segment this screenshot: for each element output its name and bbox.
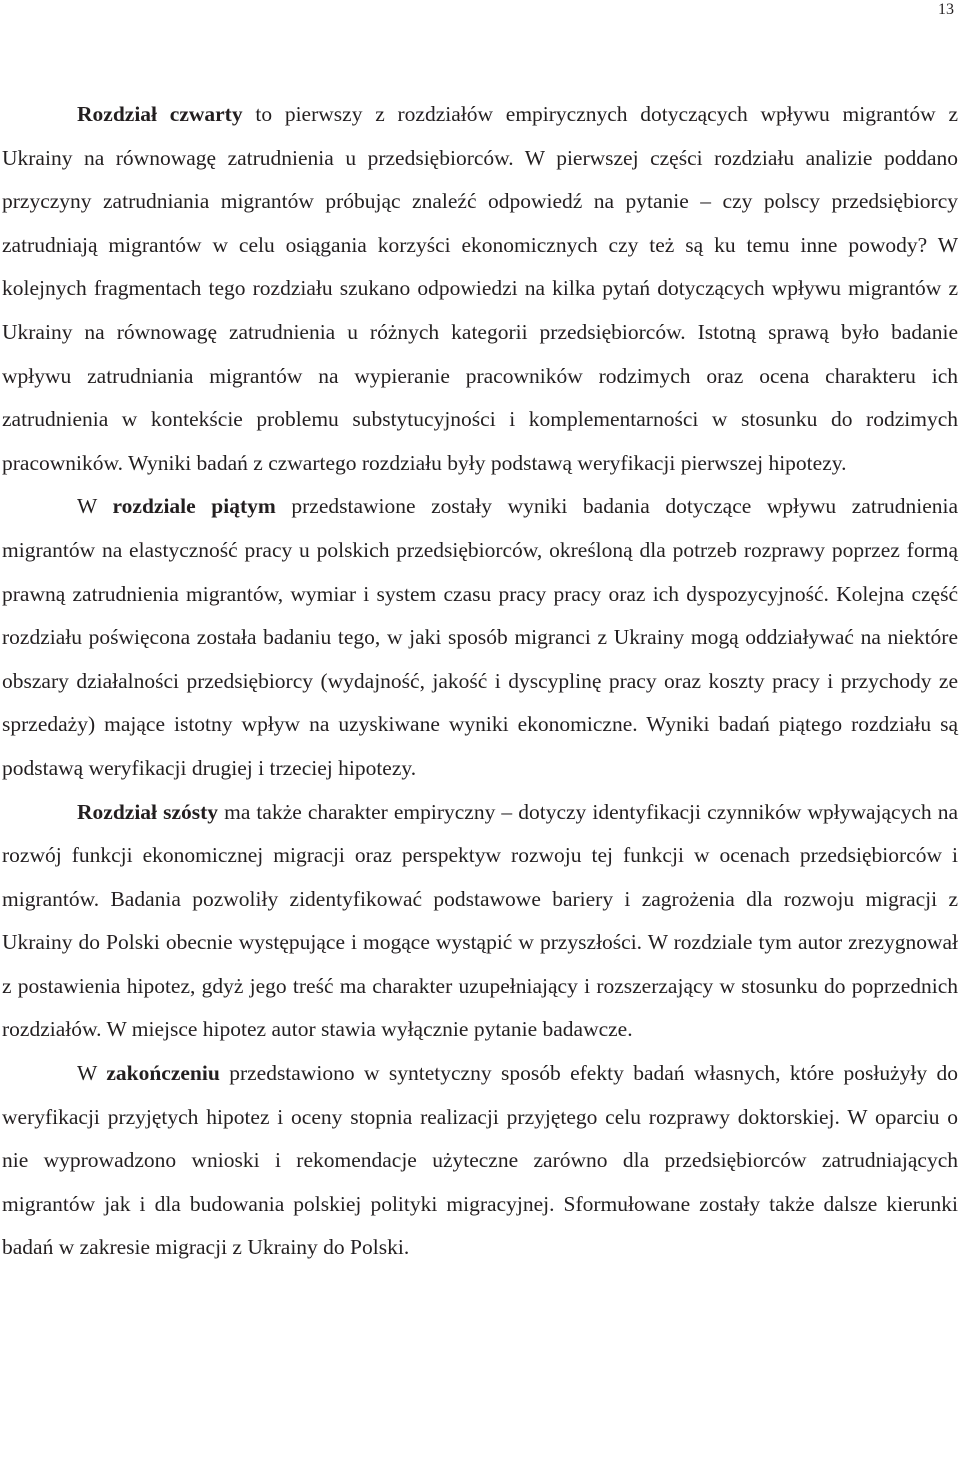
paragraph-lead: W bbox=[77, 1061, 107, 1086]
conclusion-heading: zakończeniu bbox=[106, 1061, 220, 1086]
paragraph-lead: W bbox=[77, 494, 113, 519]
paragraph-chapter-five bbox=[2, 485, 958, 790]
chapter-four-heading: Rozdział czwarty bbox=[77, 102, 243, 126]
paragraph-text: przedstawiono w syntetyczny sposób efekty badań własnych, które posłużyły do weryfikacji przyjętych hipotez i oceny stopnia realizacji przyjętego celu rozprawy doktorskiej. W oparciu o nie wyprowadzono wnioski i rekomendacje użyteczne zarówno dla przedsiębiorców zatrudniających migrantów jak i dla budowania polskiej polityki migracyjnej. Sformułowane zostały także dalsze kierunki badań w zakresie migracji z Ukrainy do Polski. bbox=[2, 1061, 959, 1260]
document-body bbox=[2, 93, 958, 1270]
chapter-six-heading: Rozdział szósty bbox=[77, 799, 219, 824]
paragraph-chapter-four bbox=[2, 93, 958, 485]
paragraph-text: to pierwszy z rozdziałów empirycznych dotyczących wpływu migrantów z Ukrainy na równowagę zatrudnienia u przedsiębiorców. W pierwszej części rozdziału analizie poddano przyczyny zatrudniania migrantów próbując znaleźć odpowiedź na pytanie – czy polscy przedsiębiorcy zatrudniają migrantów w celu osiągania korzyści ekonomicznych czy też są ku temu inne powody? W kolejnych fragmentach tego rozdziału szukano odpowiedzi na kilka pytań dotyczących wpływu migrantów z Ukrainy na równowagę zatrudnienia u różnych kategorii przedsiębiorców. Istotną sprawą było badanie wpływu zatrudniania migrantów na wypieranie pracowników rodzimych oraz ocena charakteru ich zatrudnienia w kontekście problemu substytucyjności i komplementarności w stosunku do rodzimych pracowników. Wyniki badań z czwartego rozdziału były podstawą weryfikacji pierwszej hipotezy. bbox=[2, 102, 958, 475]
paragraph-text: ma także charakter empiryczny – dotyczy identyfikacji czynników wpływających na rozwój funkcji ekonomicznej migracji oraz perspektyw rozwoju tej funkcji w ocenach przedsiębiorców i migrantów. Badania pozwoliły zidentyfikować podstawowe bariery i zagrożenia dla rozwoju migracji z Ukrainy do Polski obecnie występujące i mogące wystąpić w przyszłości. W rozdziale tym autor zrezygnował z postawienia hipotez, gdyż jego treść ma charakter uzupełniający i rozszerzający w stosunku do poprzednich rozdziałów. W miejsce hipotez autor stawia wyłącznie pytanie badawcze. bbox=[2, 799, 958, 1042]
paragraph-text: przedstawione zostały wyniki badania dotyczące wpływu zatrudnienia migrantów na elastyczność pracy u polskich przedsiębiorców, określoną dla potrzeb rozprawy poprzez formą prawną zatrudnienia migrantów, wymiar i system czasu pracy pracy oraz ich dyspozycyjność. Kolejna część rozdziału poświęcona została badaniu tego, w jaki sposób migranci z Ukrainy mogą oddziaływać na niektóre obszary działalności przedsiębiorcy (wydajność, jakość i dyscyplinę pracy oraz koszty pracy i przychody ze sprzedaży) mające istotny wpływ na uzyskiwane wyniki ekonomiczne. Wyniki badań piątego rozdziału są podstawą weryfikacji drugiej i trzeciej hipotezy. bbox=[2, 494, 959, 780]
paragraph-conclusion bbox=[2, 1052, 958, 1270]
page-number: 13 bbox=[938, 1, 954, 18]
paragraph-chapter-six bbox=[2, 791, 958, 1053]
chapter-five-heading: rozdziale piątym bbox=[112, 494, 276, 519]
